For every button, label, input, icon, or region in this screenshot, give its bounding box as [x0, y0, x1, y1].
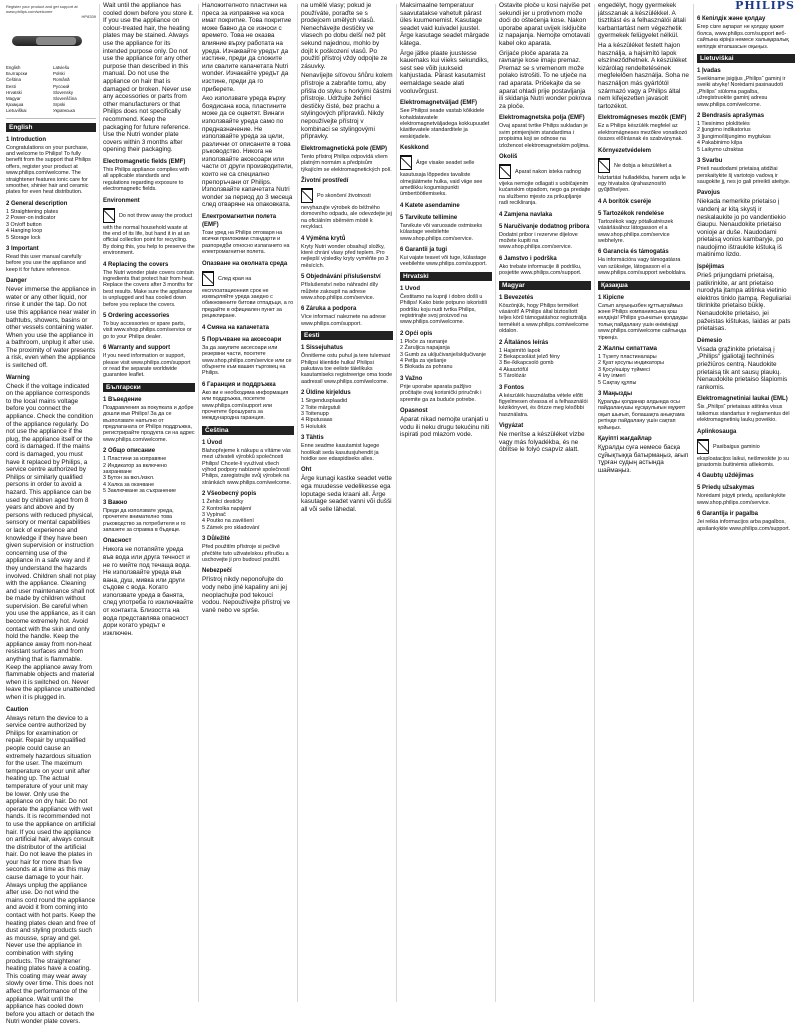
- heading-et-intro: 1 Sissejuhatus: [301, 345, 344, 352]
- section-bulgarian: Български: [103, 383, 195, 392]
- heading-bg-order: 5 Поръчване на аксесоари: [202, 336, 282, 343]
- paragraph-hr-1: Ostavite ploče u kosi najviše pet sekundi jer u protivnom može doći do oštećenja kose. Nakon uporabe aparat uvijek isključite iz napajanja. Nemojte omotavati kabel oko aparata.: [499, 2, 591, 47]
- kk-overview-item: 4 Ілу ілмегі: [598, 373, 626, 380]
- heading-bg-description: 2 Общо описание: [103, 448, 156, 455]
- cs-overview-item: 1 Žehlicí destičky: [202, 499, 244, 506]
- cs-overview-item: 4 Poutko na zavěšení: [202, 518, 254, 525]
- heading-cs-order: 5 Objednávání příslušenství: [301, 274, 381, 281]
- environment-text: Ärge visake seadet selle kasutusaja lõppedes tavaliste olmejäätmete hulka, vaid viige see ametlikku kogumispunkti ümbertöötlemiseks.: [400, 160, 483, 198]
- heading-hu-intro: 1 Bevezetés: [499, 294, 534, 301]
- paragraph-cs-order: Příslušenství nebo náhradní díly můžete zakoupit na adrese www.shop.philips.com/service.: [301, 282, 379, 301]
- heading-kk-description: 2 Жалпы сипаттама: [598, 346, 657, 353]
- hr-overview-item: 2 Žaruljica napajanja: [400, 345, 450, 352]
- column-3: [199, 0, 297, 1006]
- paragraph-hu-order: Tartozékok vagy pótalkatrészek vásárlásához látogasson el a www.shop.philips.com/service webhelyre.: [598, 218, 674, 244]
- paragraph-cs-important: Před použitím přístroje si pečlivě přečtěte tuto uživatelskou příručku a uschovejte ji pro budoucí použití.: [202, 544, 289, 564]
- heading-lt-environment: Aplinkosauga: [697, 428, 737, 435]
- heading-lt-emf: Elektromagnetiniai laukai (EML): [697, 396, 788, 403]
- language-item: Русский: [53, 83, 70, 89]
- section-czech: Čeština: [202, 426, 294, 435]
- overview-item: 3 On/off button: [6, 221, 42, 228]
- paragraph-hu-environment: [598, 156, 690, 194]
- overview-item: 2 Power-on indicator: [6, 215, 56, 222]
- paragraph-et-danger: Ärge kunagi kastke seadet vette ega muudesse vedelikesse ega loputage seda kraani all. Ärge kasutage seadet vanni või dušši all või selle lähedal.: [301, 475, 392, 513]
- heading-lt-important: 3 Svarbu: [697, 158, 723, 165]
- paragraph-lt-environment: [697, 437, 795, 469]
- kk-overview-item: 5 Сақтау құлпы: [598, 379, 637, 386]
- paragraph-cs-emf: Tento přístroj Philips odpovídá všem platným normám a předpisům týkajícím se elektromagnetických polí.: [301, 153, 392, 173]
- heading-danger: Danger: [6, 278, 27, 285]
- heading-et-environment: Keskkond: [400, 145, 429, 152]
- lt-overview-item: 1 Tiesinimo plokštelės: [697, 121, 750, 128]
- heading-ordering-accessories: 5 Ordering accessories: [103, 312, 170, 319]
- register-tagline: Register your product and get support at: [6, 4, 78, 9]
- hu-overview-item: 1 Hajsimító lapok: [499, 347, 541, 354]
- heading-et-danger: Oht: [301, 467, 312, 474]
- et-overview-item: 2 Toite märgutuli: [301, 404, 341, 411]
- paragraph-et-intro: Õnnitleme ostu puhul ja tere tulemast Philipsi klientide hulka! Philipsi pakutava toe eeliste täielikuks kasutamiseks registreerige oma toode aadressil www.philips.com/welcome.: [301, 353, 393, 385]
- heading-et-description: 2 Üldine kirjeldus: [301, 390, 351, 397]
- paragraph-et-2: Ärge jätke plaate juustesse kauemaks kui viieks sekundiks, sest see võib juukseid kahjustada. Pärast kasutamist eemaldage seade alati vooluvõrgust.: [400, 49, 489, 95]
- heading-lt-intro: 1 Įvadas: [697, 68, 721, 75]
- language-item: Slovenščina: [53, 96, 77, 102]
- paragraph-environment: [103, 206, 195, 257]
- hr-overview-item: 1 Ploče za ravnanje: [400, 338, 448, 345]
- crossed-bin-icon: [103, 208, 115, 223]
- heading-et-important: 3 Tähtis: [301, 435, 324, 442]
- paragraph-caution: Always return the device to a service centre authorized by Philips for examination or repair. Repair by unqualified people could cause an extremely hazardous situation for the user. The maximum temperature on your unit after heating up. The actual temperature of your unit may be lower. Only use the appliance on dry hair. Do not operate the appliance with wet hands. It is recommended not to use the appliance on artificial hair. If you used the appliance on artificial hair, always consult the distributor of the artificial hair. Do not leave the plates in your hair for more than five seconds at a time as this may cause damage to your hair. Always unplug the appliance after use. Do not wind the mains cord round the appliance and avoid it from coming into contact with hot parts. Keep the heating plates clean and free of dust and styling products such as mousse, spray and gel. Never use the appliance in combination with styling products. The straightener heating plates have a coating. This coating may wear away slowly over time. This does not affect the performance of the appliance. Wait until the appliance has cooled down before you attach or detach the Nutri wonder plate covers.: [6, 714, 96, 1026]
- bg-overview-item: 3 Бутон за вкл./изкл.: [103, 475, 155, 482]
- crossed-bin-icon: [598, 158, 610, 173]
- heading-kk-important: 3 Маңызды: [598, 391, 633, 398]
- paragraph-hu-intro: Köszönjük, hogy Philips terméket vásárolt! A Philips által biztosított teljes körű támogatáshoz regisztrálja termékét a www.philips.com/welcome oldalon.: [499, 302, 589, 335]
- section-lithuanian: Lietuviškai: [697, 54, 795, 63]
- heading-cs-intro: 1 Úvod: [202, 439, 223, 446]
- column-4: [298, 0, 396, 1006]
- environment-text: Po skončení životnosti nevyhazujte výrobek do běžného domovního odpadu, ale odevzdejte jej na oficiálním sběrném místě k recyklaci.: [301, 192, 392, 231]
- heading-hu-description: 2 Általános leírás: [499, 339, 549, 346]
- heading-cs-important: 3 Důležité: [202, 536, 231, 543]
- language-item: Latviešu: [53, 65, 70, 70]
- heading-hr-description: 2 Opći opis: [400, 330, 433, 337]
- heading-emf: Electromagnetic fields (EMF): [103, 158, 186, 165]
- crossed-bin-icon: [301, 188, 313, 203]
- heading-hr-important: 3 Važno: [400, 375, 423, 382]
- paragraph-hu-2: Ha a készüléket festett hajon használja, a hajsimító lapok elszíneződhetnek. A készüléket kizárólag rendeltetésének megfelelően használja. Soha ne használjon más gyártótól származó vagy a Philips által nem kifejezetten javasolt tartozékot.: [598, 41, 689, 110]
- paragraph-et-environment: [400, 153, 492, 198]
- heading-bg-emf: Електромагнитни полета (EMF): [202, 214, 277, 229]
- column-7: [595, 0, 693, 1006]
- et-overview-item: 1 Sirgendusplaadid: [301, 398, 348, 405]
- bg-overview-item: 4 Халка за окачване: [103, 481, 155, 488]
- hu-overview-item: 3 Be-/kikapcsoló gomb: [499, 360, 554, 367]
- heading-bg-replace: 4 Смяна на капачетата: [202, 324, 269, 331]
- paragraph-cs-environment: [301, 186, 393, 231]
- paragraph-introduction: Congratulations on your purchase, and welcome to Philips! To fully benefit from the support that Philips offers, register your product at www.philips.com/welcome. The straightener features ionic care for smoother, shinier hair and ceramic plates for even heat distribution.: [6, 144, 91, 196]
- model-number: HP8339: [81, 14, 96, 19]
- paragraph-bg-intro: Поздравления за покупката и добре дошли във Philips! За да се възползвате напълно от предлаганата от Philips поддръжка, регистрирайте продукта си на адрес www.philips.com/welcome.: [103, 404, 195, 443]
- heading-hr-warranty: 6 Jamstvo i podrška: [499, 255, 557, 262]
- paragraph-bg-1: Наложителното пластини на преса за изправяне на коса имат покритие. Това покритие може бавно да се износи с времето. Това не оказва влияние върху работата на уреда. Изчаквайте уредът да изстине, преди да сложите или свалите капачетата Nutri wonder. Изчакайте уредът да изстине, преди да го приберете.: [202, 2, 292, 93]
- heading-bg-intro: 1 Въведение: [103, 396, 142, 403]
- divider-line: [6, 118, 96, 119]
- paragraph-hu-1: engedélyt, hogy gyermekek játsszanak a készülékkel. A tisztítást és a felhasználói általi karbantartást nem végezhetik gyermekek felügyelet nélkül.: [598, 2, 686, 40]
- paragraph-ordering-accessories: To buy accessories or spare parts, visit www.shop.philips.com/service or go to your Philips dealer.: [103, 320, 192, 340]
- kk-overview-item: 2 Қуат қосулы индикаторы: [598, 360, 665, 367]
- brand-logo: [697, 0, 795, 12]
- heading-warranty: 6 Warranty and support: [103, 345, 171, 352]
- paragraph-hr-intro: Čestitamo na kupnji i dobro došli u Philips! Kako biste potpuno iskoristili podršku koju nudi tvrtka Philips, registrirajte svoj proizvod na www.philips.com/welcome.: [400, 293, 487, 326]
- heading-hu-environment: Környezetvédelem: [598, 147, 652, 154]
- paragraph-cs-replace: Kryty Nutri wonder obsahují složky, které chrání vlasy před teplem. Pro nejlepší výsledky kryty vyměňte po 3 měsících.: [301, 243, 389, 269]
- section-kazakh: Қазақша: [598, 281, 690, 290]
- philips-wordmark: PHILIPS: [735, 0, 795, 12]
- language-item: Eesti: [6, 83, 16, 89]
- paragraph-cs-2: Nenavíjejte síťovou šňůru kolem přístroje a zabraňte tomu, aby přišla do styku s horkými částmi přístroje. Udržujte žehlicí destičky čisté, bez prachu a stylingových přípravků. Nikdy nepoužívejte přístroj v kombinaci se stylingovými přípravky.: [301, 72, 393, 141]
- heading-hr-order: 5 Naručivanje dodatnog pribora: [499, 223, 590, 230]
- heading-hu-danger: Vigyázat: [499, 423, 524, 430]
- overview-item: 4 Hanging loop: [6, 228, 43, 235]
- paragraph-cs-warranty: Více informací naleznete na adrese www.philips.com/support.: [301, 314, 386, 327]
- section-croatian: Hrvatski: [400, 272, 492, 281]
- hu-overview-item: 2 Bekapcsolást jelző fény: [499, 354, 560, 361]
- lt-overview-item: 4 Pakabinimo kilpa: [697, 140, 743, 147]
- heading-cs-environment: Životní prostředí: [301, 177, 349, 184]
- heading-et-replace: 4 Katete asendamine: [400, 202, 460, 209]
- heading-cs-emf: Elektromagnetická pole (EMP): [301, 145, 388, 152]
- paragraph-hr-environment: [499, 162, 591, 207]
- column-8: [694, 0, 798, 1006]
- column-1: [3, 0, 99, 1026]
- heading-kk-warranty: 6 Кепілдік және қолдау: [697, 16, 766, 23]
- et-overview-item: 4 Riputusaas: [301, 417, 333, 424]
- heading-hr-danger: Opasnost: [400, 408, 428, 415]
- bg-overview-item: 5 Заключване за съхранение: [103, 488, 177, 495]
- section-english: English: [6, 123, 96, 132]
- hu-overview-item: 5 Tárolózár: [499, 373, 527, 380]
- heading-bg-environment: Опазване на околната среда: [202, 260, 288, 267]
- hr-overview-item: 4 Petlja za vješanje: [400, 358, 447, 365]
- heading-hu-important: 3 Fontos: [499, 384, 524, 391]
- paragraph-hu-warranty: Ha információra vagy támogatásra van szüksége, látogasson el a www.philips.com/support weboldalra.: [598, 257, 687, 277]
- heading-hu-order: 5 Tartozékok rendelése: [598, 210, 664, 217]
- paragraph-kk-warranty: Егер сізге ақпарат не қолдау қажет болса, www.philips.com/support веб-сайтына кіріңіз немесе халықаралық кепілдік кітапшасын оқыңыз.: [697, 24, 789, 50]
- heading-hr-environment: Okoliš: [499, 153, 518, 160]
- paragraph-bg-important: Преди да използвате уреда, прочетете внимателно това ръководство за потребителя и го запазете за справка в бъдеще.: [103, 507, 186, 533]
- heading-warning: Warning: [6, 374, 30, 381]
- paragraph-kk-intro: Сатып алуыңызбен құттықтаймыз және Philips компаниясына қош келдіңіз! Philips ұсынатын қолдауды толық пайдалану үшін өніміңізді www.philips.com/welcome сайтында тіркеңіз.: [598, 302, 688, 341]
- language-item: Hrvatski: [6, 89, 22, 95]
- heading-lt-warranty: 6 Garantija ir pagalba: [697, 511, 759, 518]
- crossed-bin-icon: [499, 164, 511, 179]
- paragraph-hr-important: Prije uporabe aparata pažljivo pročitajte ovaj korisnički priručnik i spremite ga za buduće potrebe.: [400, 383, 482, 403]
- hr-overview-item: 3 Gumb za uključivanje/isključivanje: [400, 351, 486, 358]
- straightener-plate: [36, 37, 76, 45]
- environment-text: Pasibaigus gaminio eksploatacijos laikui, neišmeskite jo su įprastomis buitinėmis atliekomis.: [697, 443, 789, 468]
- lt-overview-item: 3 Įjungimo/išjungimo mygtukas: [697, 133, 771, 140]
- environment-text: След края на експлоатационния срок не изхвърляйте уреда заедно с обикновените битови отпадъци, а го предайте в официален пункт за рециклиране.: [202, 275, 294, 320]
- paragraph-lt-important: Prieš naudodami prietaisą atidžiai perskaitykite šį vartotojo vadovą ir saugokite jį, nes jo gali prireikti ateityje.: [697, 166, 791, 185]
- heading-hr-replace: 4 Zamjena navlaka: [499, 211, 553, 218]
- paragraph-cs-intro: Blahopřejeme k nákupu a vítáme vás mezi uživateli výrobků společnosti Philips! Chcete-li využívat všech výhod podpory nabízené společností Philips, zaregistrujte svůj výrobek na stránkách www.philips.com/welcome.: [202, 447, 291, 486]
- environment-text: Do not throw away the product with the normal household waste at the end of its life, but hand it in at an official collection point for recycling. By doing this, you help to preserve the environment.: [103, 212, 195, 257]
- paragraph-lt-order: Norėdami įsigyti priedų, apsilankykite www.shop.philips.com/service.: [697, 493, 786, 506]
- heading-bg-warranty: 6 Гаранция и поддръжка: [202, 381, 276, 388]
- environment-text: Aparat nakon isteka radnog vijeka nemojte odlagati s uobičajenim kućanskim otpadom, nego ga predajte na službeno mjesto za prikupljanje radi recikliranja.: [499, 168, 591, 207]
- heading-general-description: 2 General description: [6, 200, 68, 207]
- hu-overview-item: 4 Akasztófül: [499, 366, 529, 373]
- heading-caution: Caution: [6, 706, 29, 713]
- paragraph-lt-caution: Visada grąžinkite prietaisą į „Philips“ įgaliotąjį techninės priežiūros centrą. Naudokite prietaisą tik ant sausų plaukų. Nenaudokite prietaiso šlapiomis rankomis.: [697, 345, 788, 391]
- crossed-bin-icon: [202, 271, 214, 286]
- paragraph-important: Read this user manual carefully before you use the appliance and keep it for future reference.: [6, 253, 86, 273]
- cs-overview-item: 2 Kontrolka napájení: [202, 505, 252, 512]
- paragraph-et-order: Tarvikute või varuosade ostmiseks külastage veebilehte www.shop.philips.com/service.: [400, 222, 483, 242]
- paragraph-lt-danger: Niekada nemerkite prietaiso į vandenį ar kitą skystį ir neskalaukite jo po vandentiekio čiaupu. Nenaudokite prietaiso vonioje ar duše. Naudodami prietaisą vonios kambaryje, po naudojimo ištraukite kištuką iš maitinimo lizdo.: [697, 198, 786, 259]
- heading-lt-order: 5 Priedų užsakymas: [697, 485, 755, 492]
- heading-kk-danger: Қауіпті жағдайлар: [598, 436, 652, 443]
- heading-cs-warranty: 6 Záruka a podpora: [301, 306, 357, 313]
- et-overview-item: 5 Hoiulukk: [301, 423, 327, 430]
- paragraph-cs-1: na umělé vlasy; pokud je používáte, poraďte se s prodejcem umělých vlasů. Nenechávejte destičky ve vlasech po dobu delší než pět sekund najednou, mohlo by dojít k poškození vlasů. Po použití přístroj vždy odpojte ze zásuvky.: [301, 2, 388, 70]
- language-list: [6, 65, 96, 115]
- heading-kk-intro: 1 Кіріспе: [598, 294, 624, 301]
- kk-overview-item: 1 Түзету пластиналары: [598, 354, 657, 361]
- paragraph-kk-danger: Құралды суға немесе басқа сұйықтыққа батырмаңыз, ағып тұрған судың астында шаймаңыз.: [598, 444, 689, 474]
- product-illustration: [6, 23, 96, 61]
- heading-lt-warning: Įspėjimas: [697, 264, 725, 271]
- heading-environment: Environment: [103, 197, 140, 204]
- bg-overview-item: 2 Индикатор за включено захранване: [103, 462, 167, 476]
- crossed-bin-icon: [697, 439, 709, 454]
- language-item: Български: [6, 71, 28, 77]
- heading-hu-emf: Elektromágneses mezők (EMF): [598, 115, 687, 122]
- crossed-bin-icon: [400, 155, 412, 170]
- language-item: Română: [53, 77, 70, 83]
- paragraph-emf: This Philips appliance complies with all applicable standards and regulations regarding exposure to electromagnetic fields.: [103, 166, 189, 193]
- hr-overview-item: 5 Blokada za pohranu: [400, 364, 453, 371]
- heading-cs-replace: 4 Výměna krytů: [301, 235, 346, 242]
- kk-overview-item: 3 Қосу/өшіру түймесі: [598, 366, 650, 373]
- language-item: Қазақша: [6, 102, 24, 108]
- paragraph-cs-danger: Přístroj nikdy neponořujte do vody nebo jiné kapaliny ani jej neoplachujte pod tekoucí vodou. Nepoužívejte přístroj ve vaně nebo ve sprše.: [202, 576, 291, 614]
- paragraph-replacing-covers: The Nutri wonder plate covers contain ingredients that protect hair from heat. Replace the covers after 3 months for best results. Make sure the appliance is unplugged and has cooled down before you replace the covers.: [103, 269, 195, 308]
- language-item: Srpski: [53, 102, 66, 108]
- overview-item: 1 Straightening plates: [6, 208, 59, 215]
- heading-hr-emf: Elektromagnetska polja (EMF): [499, 115, 585, 122]
- cs-overview-item: 3 Vypínač: [202, 512, 226, 518]
- language-item: Čeština: [6, 77, 21, 83]
- heading-cs-danger: Nebezpečí: [202, 568, 232, 575]
- paragraph-lt-emf: Šis „Philips“ prietaisas atitinka visus taikomus standartus ir reglamentus dėl elektromagnetinių laukų poveikio.: [697, 404, 790, 424]
- paragraph-bg-danger: Никога не потапяйте уреда във вода или друга течност и не го мийте под течаща вода. Не използвайте уреда във вана, душ, мивка или други съдове с вода. Когато използвате уреда в банята, след употреба го изключвайте от контакта. Близостта на вода представлява опасност дори когато уредът е изключен.: [103, 546, 194, 637]
- heading-et-warranty: 6 Garantii ja tugi: [400, 247, 448, 253]
- paragraph-bg-warranty: Ако ви е необходима информация или поддръжка, посетете www.philips.com/support или прочетете брошурата за международна гаранция.: [202, 389, 289, 422]
- column-2: [100, 0, 198, 1006]
- heading-hu-warranty: 6 Garancia és támogatás: [598, 249, 669, 256]
- paragraph-lt-warranty: Jei reikia informacijos arba pagalbos, apsilankykite www.philips.com/support.: [697, 519, 791, 532]
- heading-hr-intro: 1 Uvod: [400, 285, 421, 292]
- paragraph-bg-2: Ако използвате уреда върху боядисана коса, пластините може да се оцветят. Винаги използвайте уреда само по предназначение. Не използвайте уреда за цели, различни от описаните в това ръководство. Никога не използвайте аксесоари или части от други производители, които не са специално препоръчани от Philips. Използвайте капачетата Nutri wonder за период до 3 месеца след отваряне на опаковката.: [202, 95, 293, 209]
- cs-overview-item: 5 Zámek pro skladování: [202, 524, 260, 531]
- paragraph-hr-warranty: Ako trebate informacije ili podršku, posjetite www.philips.com/support.: [499, 263, 582, 277]
- paragraph-bg-emf: Този уред на Philips отговаря на всички приложими стандарти и разпоредби относно излагането на електромагнитни полета.: [202, 230, 290, 256]
- heading-hu-replace: 4 A borítók cseréje: [598, 198, 652, 205]
- heading-introduction: 1 Introduction: [6, 136, 46, 143]
- paragraph-bg-environment: [202, 269, 294, 320]
- paragraph-caution-cont: Wait until the appliance has cooled down before you store it. If you use the appliance on colour-treated hair, the heating plates may be stained. Always use the appliance for its intended purpose only. Do not use the appliance for any other purpose than described in this manual. Do not use the appliance on hair that is damaged or broken. Never use any accessories or parts from other manufacturers or that Philips does not specifically recommend. Keep the packaging for future reference. Use the Nutri wonder plate covers within 3 months after opening their packaging.: [103, 2, 194, 154]
- column-5: [397, 0, 495, 1006]
- paragraph-et-important: Enne seadme kasutamist lugege hoolikalt seda kasutusjuhendit ja hoidke see edaspidiseks alles.: [301, 443, 380, 463]
- paragraph-et-1: Maksimaalne temperatuur saavutatakse vahetult pärast üles kuumenemist. Kasutage seadet vaid kuivadel juustel. Ärge kasutage seadet märgade kätega.: [400, 2, 490, 47]
- lt-overview-item: 2 Įjungimo indikatorius: [697, 127, 751, 134]
- paragraph-lt-intro: Sveikiname įsigijus „Philips“ gaminį ir sveiki atvykę! Norėdami pasinaudoti „Philips“ siūloma pagalba, užregistruokite gaminį adresu www.philips.com/welcome.: [697, 76, 786, 108]
- paragraph-et-warranty: Kui vajate teavet või tuge, külastage veebilehte www.philips.com/support.: [400, 255, 487, 268]
- heading-lt-caution: Dėmesio: [697, 337, 723, 344]
- language-item: Slovensky: [53, 89, 74, 95]
- heading-et-emf: Elektromagnetväljad (EMF): [400, 100, 478, 107]
- bg-overview-item: 1 Пластини за изправяне: [103, 456, 167, 463]
- paragraph-kk-important: Құралды қолданар алдында осы пайдаланушы нұсқаулығын мұқият оқып шығып, болашақта анықтама ретінде пайдалану үшін сақтап қойыңыз.: [598, 399, 686, 431]
- paragraph-hu-emf: Ez a Philips készülék megfelel az elektromágneses mezőkre vonatkozó összes előírásnak és szabványnak.: [598, 123, 688, 143]
- heading-lt-replace: 4 Gaubtų uždėjimas: [697, 473, 754, 480]
- heading-bg-important: 3 Важно: [103, 499, 128, 506]
- language-item: English: [6, 65, 21, 70]
- language-item: Lietuviškai: [6, 108, 27, 114]
- register-url[interactable]: www.philips.com/welcome: [6, 9, 53, 14]
- heading-replacing-covers: 4 Replacing the covers: [103, 261, 169, 268]
- paragraph-hr-order: Dodatni pribor i rezervne dijelove možete kupiti na www.shop.philips.com/service.: [499, 231, 578, 251]
- paragraph-warranty: If you need information or support, please visit www.philips.com/support or read the separate worldwide guarantee leaflet.: [103, 353, 191, 379]
- column-6: [496, 0, 594, 1006]
- heading-et-order: 5 Tarvikute tellimine: [400, 214, 458, 221]
- language-item: Українська: [53, 108, 75, 114]
- paragraph-warning: Check if the voltage indicated on the appliance corresponds to the local mains voltage before you connect the appliance. Check the condition of the appliance regularly. Do not use the appliance if the plug, the appliance itself or the cord is damaged. If the mains cord is damaged, you must have it replaced by Philips, a service centre authorized by Philips or similarly qualified persons in order to avoid a hazard. This appliance can be used by children aged from 8 years and above and by persons with reduced physical, sensory or mental capabilities or lack of experience and knowledge if they have been given supervision or instruction concerning use of the appliance in a safe way and if they understand the hazards involved. Children shall not play with the appliance. Cleaning and user maintenance shall not be made by children without supervision. Be careful when you use the appliance, as it can become extremely hot. Avoid contact with the skin and only hold the handle. Keep the appliance away from non-heat resistant surfaces and from anything that is flammable. Keep the appliance away from flammable objects and material when it is switched on. Never leave the appliance unattended when it is plugged in.: [6, 382, 96, 701]
- lt-overview-item: 5 Laikymo užraktas: [697, 146, 744, 153]
- paragraph-lt-warning: Prieš prijungdami prietaisą, patikrinkite, ar ant prietaiso nurodyta įtampa atitinka vietinio elektros tinklo įtampą. Reguliariai tikrinkite prietaiso būklę. Nenaudokite prietaiso, jei pažeistas kištukas, laidas ar pats prietaisas.: [697, 272, 791, 333]
- heading-lt-danger: Pavojus: [697, 190, 721, 197]
- paragraph-hr-emf: Ovaj aparat tvrtke Philips sukladan je svim primjenjivim standardima i propisima koji se odnose na izloženost elektromagnetskim poljima.: [499, 123, 590, 149]
- language-item: Magyar: [6, 96, 21, 102]
- heading-cs-description: 2 Všeobecný popis: [202, 491, 257, 498]
- paragraph-hr-2: Grijaće ploče aparata za ravnanje kose imaju premaz. Premaz se s vremenom može polako istrošiti. To ne utječe na rad aparata. Pričekajte da se aparat ohladi prije postavljanja ili skidanja Nutri wonder pokrova za ploče.: [499, 49, 591, 110]
- paragraph-hu-important: A készülék használatba vétele előtt figyelmesen olvassa el a felhasználói kézikönyvet, és őrizze meg későbbi használatra.: [499, 392, 588, 418]
- et-overview-item: 3 Toitenupp: [301, 411, 329, 418]
- language-item: Polski: [53, 71, 65, 77]
- paragraph-danger: Never immerse the appliance in water or any other liquid, nor rinse it under the tap. Do not use this appliance near water in bathtubs, showers, basins or other vessels containing water. When you use the appliance in a bathroom, unplug it after use. The proximity of water presents a risk, even when the appliance is switched off.: [6, 286, 96, 370]
- heading-bg-danger: Опасност: [103, 538, 132, 545]
- paragraph-hr-danger: Aparat nikad nemojte uranjati u vodu ili neku drugu tekućinu niti ispirati pod mlazom vode.: [400, 416, 490, 439]
- heading-important: 3 Important: [6, 245, 39, 252]
- heading-lt-description: 2 Bendrasis aprašymas: [697, 113, 765, 120]
- section-hungarian: Magyar: [499, 281, 591, 290]
- paragraph-bg-order: За да закупите аксесоари или резервни части, посетете www.shop.philips.com/service или се обърнете към вашия търговец на Philips.: [202, 344, 292, 377]
- environment-text: Ne dobja a készüléket a háztartási hulladékba, hanem adja le egy hivatalos újrahasznosító gyűjtőhelyen.: [598, 162, 686, 194]
- paragraph-hu-danger: Ne merítse a készüléket vízbe vagy más folyadékba, és ne öblítse le folyó csapvíz alatt.: [499, 431, 585, 454]
- section-estonian: Eesti: [301, 331, 393, 340]
- overview-item: 5 Storage lock: [6, 234, 41, 241]
- paragraph-et-emf: See Philipsi seade vastab kõikidele kohaldatavatele elektromagnetväljadega kokkupuudet käsitlevatele standarditele ja eeskirjadele.: [400, 108, 490, 140]
